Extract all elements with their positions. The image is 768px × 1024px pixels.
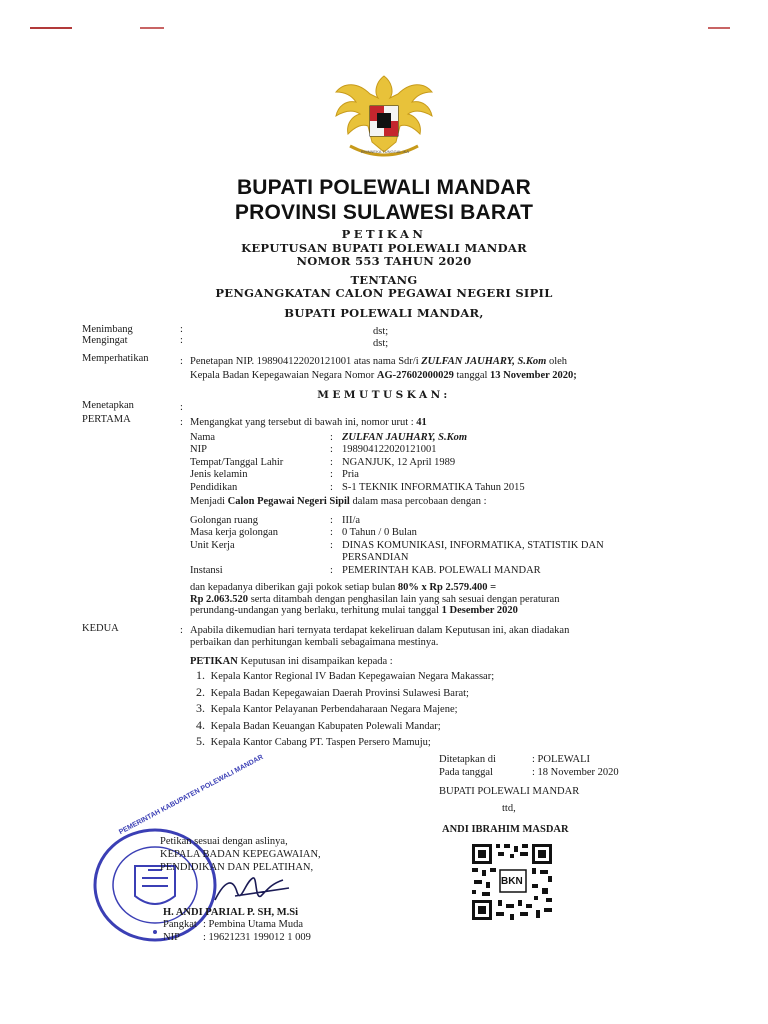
field-value-nip: 198904122020121001 <box>342 444 437 456</box>
scan-mark <box>30 27 72 29</box>
field-value-unit-kerja-cont: PERSANDIAN <box>342 552 409 564</box>
petikan-heading: PETIKAN <box>341 227 427 241</box>
list-item: 2. Kepala Badan Kepegawaian Daerah Provinsi Sulawesi Barat; <box>196 684 469 699</box>
field-label: Nama <box>190 432 216 443</box>
attest-line2: KEPALA BADAN KEPEGAWAIAN, <box>160 849 321 860</box>
attest-name: H. ANDI PARIAL P. SH, M.Si <box>163 907 299 918</box>
identity-colons: : : : : : <box>330 432 333 493</box>
pertama-label: PERTAMA <box>82 414 131 425</box>
list-item: 1. Kepala Kantor Regional IV Badan Kepegawaian Negara Makassar; <box>196 668 495 682</box>
employment-values <box>342 515 604 577</box>
employment-labels <box>190 515 278 577</box>
ttd-text: ttd, <box>502 803 516 814</box>
field-value-unit-kerja: DINAS KOMUNIKASI, INFORMATIKA, STATISTIK DAN <box>342 539 604 551</box>
menimbang-label: Menimbang <box>82 324 133 335</box>
memperhatikan-line2: Kepala Badan Kepegawaian Negara Nomor AG-27602000029 tanggal 13 November 2020; <box>190 370 577 381</box>
field-value-gender: Pria <box>342 469 359 481</box>
ditetapkan-value: : POLEWALI <box>532 754 591 765</box>
memperhatikan-label: Memperhatikan <box>82 353 149 364</box>
salary-line1: dan kepadanya diberikan gaji pokok setiap bulan 80% x Rp 2.579.400 = <box>190 582 497 593</box>
field-label: Golongan ruang <box>190 515 258 526</box>
ditetapkan-label: Ditetapkan di <box>439 754 496 765</box>
memperhatikan-line1: Penetapan NIP. 198904122020121001 atas nama Sdr/i ZULFAN JAUHARY, S.Kom oleh <box>190 356 568 367</box>
field-label: Masa kerja golongan <box>190 527 279 539</box>
title-line2: PROVINSI SULAWESI BARAT <box>234 201 534 224</box>
nip-label: NIP <box>163 932 180 943</box>
field-label: Instansi <box>190 564 223 576</box>
employment-colons: : : : : <box>330 515 333 576</box>
menimbang-value: dst; <box>373 326 389 337</box>
identity-values <box>342 432 525 494</box>
kedua-text: Apabila dikemudian hari ternyata terdapat kekeliruan dalam Keputusan ini, akan diadakan perbaikan dan perhitungan kembali sebagaimana mestinya. <box>190 625 570 648</box>
menjadi-line: Menjadi Calon Pegawai Negeri Sipil dalam masa percobaan dengan : <box>190 496 487 507</box>
field-label: Pendidikan <box>190 481 238 493</box>
colon: : <box>180 625 183 636</box>
field-value-instansi: PEMERINTAH KAB. POLEWALI MANDAR <box>342 564 541 576</box>
field-value-birth: NGANJUK, 12 April 1989 <box>342 456 456 468</box>
mengingat-label: Mengingat <box>82 335 128 346</box>
colon: : <box>180 324 183 335</box>
bupati-heading: BUPATI POLEWALI MANDAR, <box>284 306 484 320</box>
subject-heading: PENGANGKATAN CALON PEGAWAI NEGERI SIPIL <box>215 286 553 300</box>
kedua-label: KEDUA <box>82 623 119 634</box>
keputusan-heading: KEPUTUSAN BUPATI POLEWALI MANDAR <box>241 241 527 255</box>
list-item: 3. Kepala Kantor Pelayanan Perbendaharaan Negara Majene; <box>196 701 458 715</box>
scan-mark <box>708 27 730 29</box>
field-value-masa-kerja: 0 Tahun / 0 Bulan <box>342 527 417 539</box>
colon: : <box>180 417 183 428</box>
attest-line3: PENDIDIKAN DAN PELATIHAN, <box>160 862 314 873</box>
attest-line1: Petikan sesuai dengan aslinya, <box>160 836 288 847</box>
scan-mark <box>140 27 164 29</box>
memutuskan-heading: MEMUTUSKAN: <box>317 389 451 401</box>
field-value-name: ZULFAN JAUHARY, S.Kom <box>342 432 468 443</box>
tanggal-value: : 18 November 2020 <box>532 767 619 778</box>
colon: : <box>180 402 183 413</box>
title-line1: BUPATI POLEWALI MANDAR <box>236 176 532 199</box>
salary-line3: perundang-undangan yang berlaku, terhitung mulai tanggal 1 Desember 2020 <box>190 605 518 616</box>
tanggal-label: Pada tanggal <box>439 767 493 778</box>
tentang-heading: TENTANG <box>350 273 418 287</box>
signer-title: BUPATI POLEWALI MANDAR <box>439 786 580 797</box>
emblem-motto: BHINNEKA TUNGGAL IKA <box>360 149 409 154</box>
field-value-golongan: III/a <box>342 515 361 526</box>
colon: : <box>180 335 183 346</box>
pangkat-value: : Pembina Utama Muda <box>203 919 304 930</box>
recipient-list <box>196 668 494 751</box>
field-label: Tempat/Tanggal Lahir <box>190 456 284 468</box>
signer-name: ANDI IBRAHIM MASDAR <box>442 824 569 835</box>
salary-line2: Rp 2.063.520 serta ditambah dengan penghasilan lain yang sah sesuai dengan peraturan <box>190 593 560 605</box>
colon: : <box>180 356 183 367</box>
field-label: Unit Kerja <box>190 539 235 551</box>
list-item: 5. Kepala Kantor Cabang PT. Taspen Persero Mamuju; <box>196 734 431 748</box>
stamp-text: PEMERINTAH KABUPATEN POLEWALI MANDAR <box>118 753 265 837</box>
field-label: NIP <box>190 444 207 456</box>
identity-labels <box>190 432 283 494</box>
list-item: 4. Kepala Badan Keuangan Kabupaten Polewali Mandar; <box>196 717 441 732</box>
mengingat-value: dst; <box>373 338 389 349</box>
menetapkan-label: Menetapkan <box>82 400 134 411</box>
nomor-heading: NOMOR 553 TAHUN 2020 <box>296 254 472 268</box>
field-value-education: S-1 TEKNIK INFORMATIKA Tahun 2015 <box>342 481 525 493</box>
pangkat-label: Pangkat <box>163 919 197 930</box>
pertama-intro: Mengangkat yang tersebut di bawah ini, nomor urut : 41 <box>190 417 427 428</box>
salary-paragraph <box>190 582 690 617</box>
nip-value: : 19621231 199012 1 009 <box>203 932 311 943</box>
bkn-logo-text: BKN <box>501 876 523 887</box>
field-label <box>190 552 278 564</box>
signature-icon <box>205 870 295 910</box>
field-label: Jenis kelamin <box>190 469 248 481</box>
petikan-note: PETIKAN Keputusan ini disampaikan kepada : <box>190 656 393 667</box>
